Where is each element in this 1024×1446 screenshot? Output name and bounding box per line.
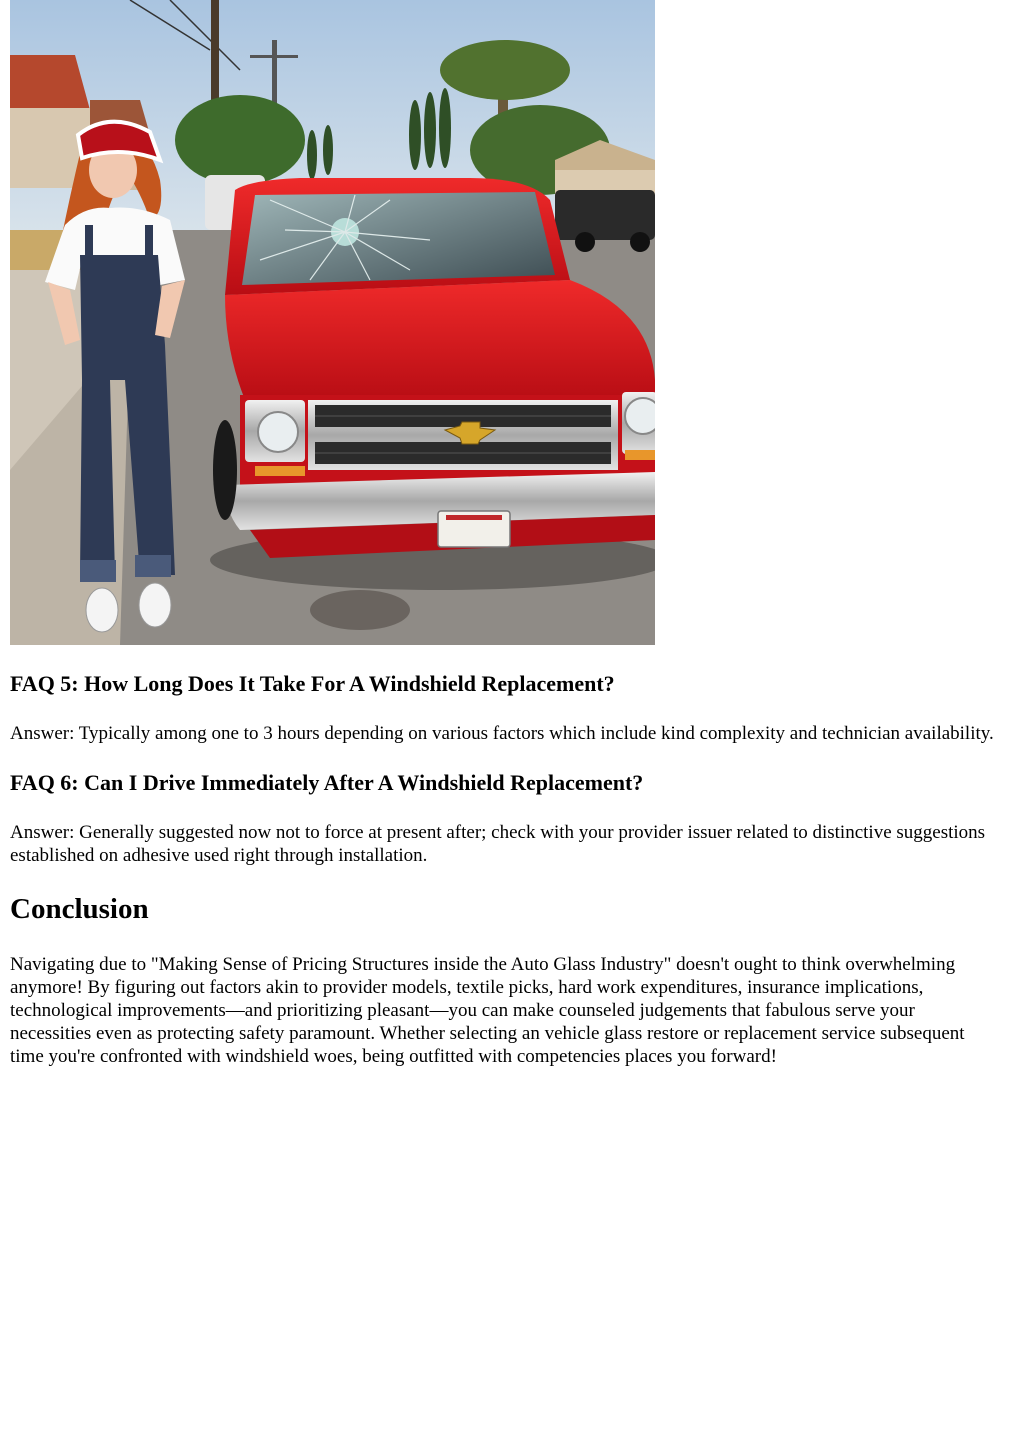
faq5-heading: FAQ 5: How Long Does It Take For A Windshield Replacement? bbox=[10, 671, 615, 696]
faq6-heading: FAQ 6: Can I Drive Immediately After A Windshield Replacement? bbox=[10, 770, 644, 795]
red-pickup-truck-photo bbox=[10, 0, 655, 645]
faq6-answer: Answer: Generally suggested now not to force at present after; check with your provider issuer related to distinctive suggestions established on adhesive used right through installation. bbox=[10, 822, 986, 866]
conclusion-heading: Conclusion bbox=[10, 893, 149, 925]
faq5-answer: Answer: Typically among one to 3 hours depending on various factors which include kind complexity and technician availability. bbox=[10, 723, 994, 744]
article bbox=[10, 0, 1000, 1068]
conclusion-paragraph: Navigating due to "Making Sense of Pricing Structures inside the Auto Glass Industry" doesn't ought to think overwhelming anymore! By figuring out factors akin to provider models, textile picks, hard work expenditures, insurance implications, technological improvements—and prioritizing pleasant—you can make counseled judgements that fabulous serve your necessities even as protecting safety paramount. Whether selecting an vehicle glass restore or replacement service subsequent time you're confronted with windshield woes, being outfitted with competencies places you forward! bbox=[10, 954, 965, 1067]
